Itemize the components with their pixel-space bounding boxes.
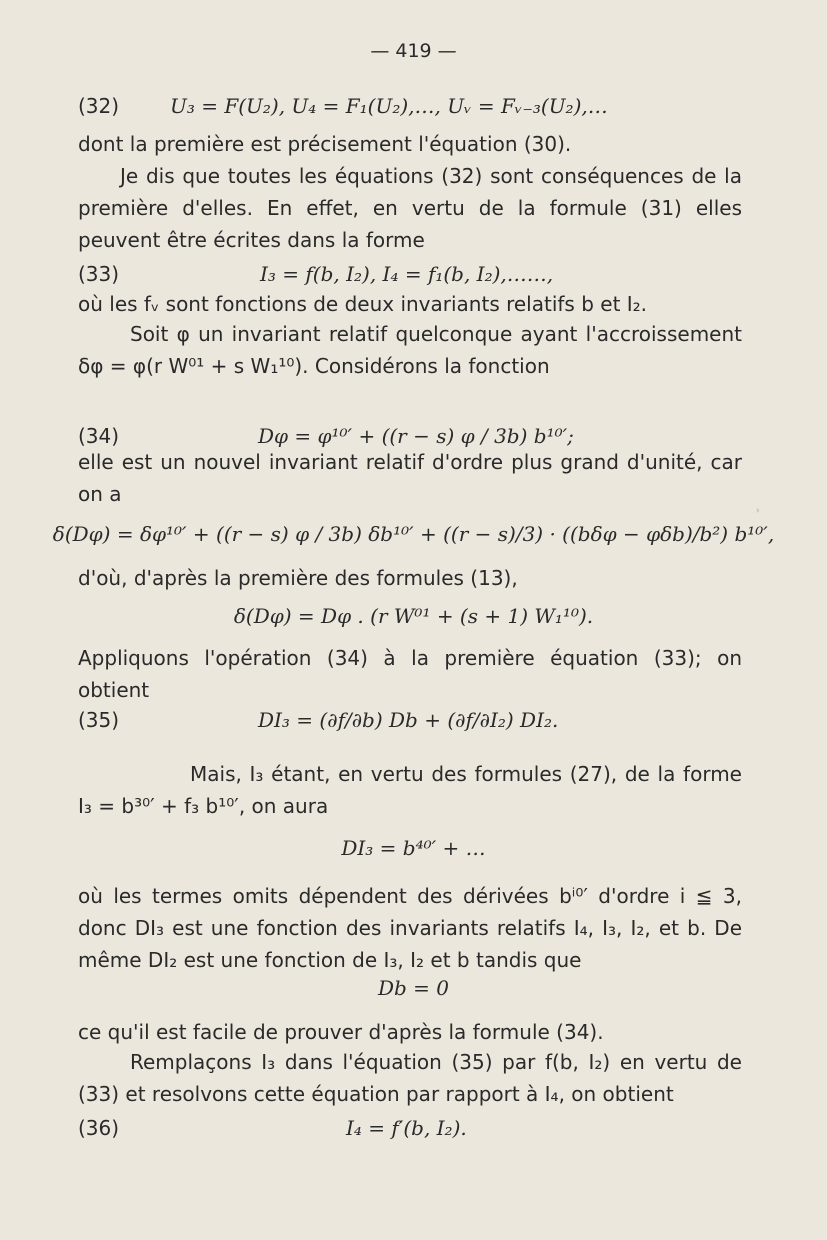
paragraph-5: elle est un nouvel invariant relatif d'ordre plus grand d'unité, car on a [78,450,742,506]
paragraph-7: Appliquons l'opération (34) à la première équation (33); on obtient [78,646,742,702]
paragraph-6: d'où, d'après la première des formules (13), [78,566,518,590]
equation-36 [78,1108,778,1148]
paper-speck: ˒ [756,504,761,520]
equation-math: U₃ = F(U₂), U₄ = F₁(U₂),…, Uᵥ = Fᵥ₋₃(U₂),… [170,94,608,118]
equation-label: (32) [78,94,120,118]
paragraph-1: dont la première est précisement l'équation (30). [78,132,572,156]
equation-35 [78,700,778,740]
paragraph-10: ce qu'il est facile de prouver d'après la formule (34). [78,1020,604,1044]
equation-D-I3: DI₃ = b⁴⁰′ + … [341,836,486,860]
paragraph-3: où les fᵥ sont fonctions de deux invariants relatifs b et I₂. [78,292,648,316]
equation-math: I₃ = f(b, I₂), I₄ = f₁(b, I₂),……, [260,262,554,286]
paragraph-11: Remplaçons I₃ dans l'équation (35) par f(b, I₂) en vertu de (33) et resolvons cette équation par rapport à I₄, on obtient [78,1050,742,1106]
equation-math: DI₃ = (∂f/∂b) Db + (∂f/∂I₂) DI₂. [258,708,559,732]
page-number: — 419 — [370,40,457,62]
equation-Db-zero: Db = 0 [377,976,450,1000]
paragraph-8: Mais, I₃ étant, en vertu des formules (27), de la forme I₃ = b³⁰′ + f₃ b¹⁰′, on aura [78,762,742,818]
equation-delta-D-phi: δ(Dφ) = δφ¹⁰′ + ((r − s) φ / 3b) δb¹⁰′ + ((r − s)/3) · ((bδφ − φδb)/b²) b¹⁰′, [52,522,775,546]
equation-label: (36) [78,1116,120,1140]
equation-label: (35) [78,708,120,732]
equation-label: (33) [78,262,120,286]
paragraph-9: où les termes omits dépendent des dérivées bⁱ⁰′ d'ordre i ≦ 3, donc DI₃ est une fonction des invariants relatifs I₄, I₃, I₂, et b. De même DI₂ est une fonction de I₃, I₂ et b tandis que [78,884,742,972]
equation-label: (34) [78,424,120,448]
paragraph-2: Je dis que toutes les équations (32) sont conséquences de la première d'elles. En effet, en vertu de la formule (31) elles peuvent être écrites dans la forme [78,164,742,252]
equation-delta-D-phi-result: δ(Dφ) = Dφ . (r W⁰¹ + (s + 1) W₁¹⁰). [233,604,594,628]
equation-math: I₄ = f′(b, I₂). [346,1116,467,1140]
paragraph-4: Soit φ un invariant relatif quelconque ayant l'accroissement δφ = φ(r W⁰¹ + s W₁¹⁰). Considérons la fonction [78,322,742,378]
equation-math: Dφ = φ¹⁰′ + ((r − s) φ / 3b) b¹⁰′; [258,424,574,448]
equation-32 [78,86,778,126]
